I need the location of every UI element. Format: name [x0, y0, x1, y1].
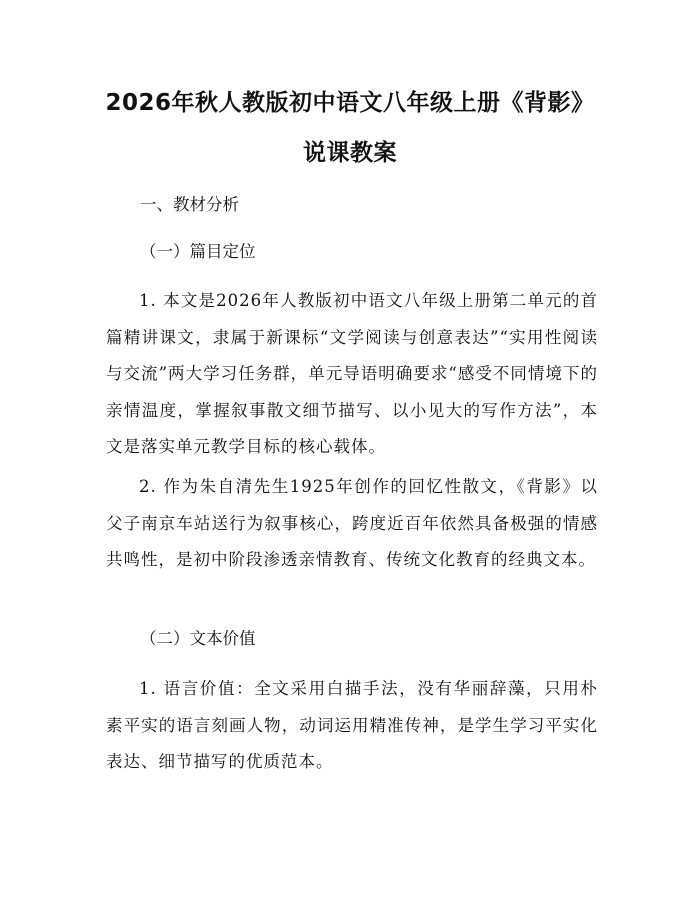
- document-title: 2026年秋人教版初中语文八年级上册《背影》说课教案: [105, 90, 595, 166]
- paragraph-language-value: 1. 语言价值：全文采用白描手法，没有华丽辞藻，只用朴素平实的语言刻画人物，动词运用精准传神，是学生学习平实化表达、细节描写的优质范本。: [106, 679, 598, 771]
- subsection-heading-text-value: （二）文本价值: [140, 629, 256, 648]
- paragraph-positioning-1: 1. 本文是2026年人教版初中语文八年级上册第二单元的首篇精讲课文，隶属于新课标“文学阅读与创意表达”“实用性阅读与交流”两大学习任务群，单元导语明确要求“感受不同情境下的亲情温度，掌握叙事散文细节描写、以小见大的写作方法”，本文是落实单元教学目标的核心载体。: [106, 291, 598, 456]
- paragraph-positioning-2: 2. 作为朱自清先生1925年创作的回忆性散文，《背影》以父子南京车站送行为叙事核心，跨度近百年依然具备极强的情感共鸣性，是初中阶段渗透亲情教育、传统文化教育的经典文本。: [106, 477, 598, 569]
- section-heading-textbook-analysis: 一、教材分析: [140, 195, 239, 214]
- subsection-heading-positioning: （一）篇目定位: [140, 242, 256, 261]
